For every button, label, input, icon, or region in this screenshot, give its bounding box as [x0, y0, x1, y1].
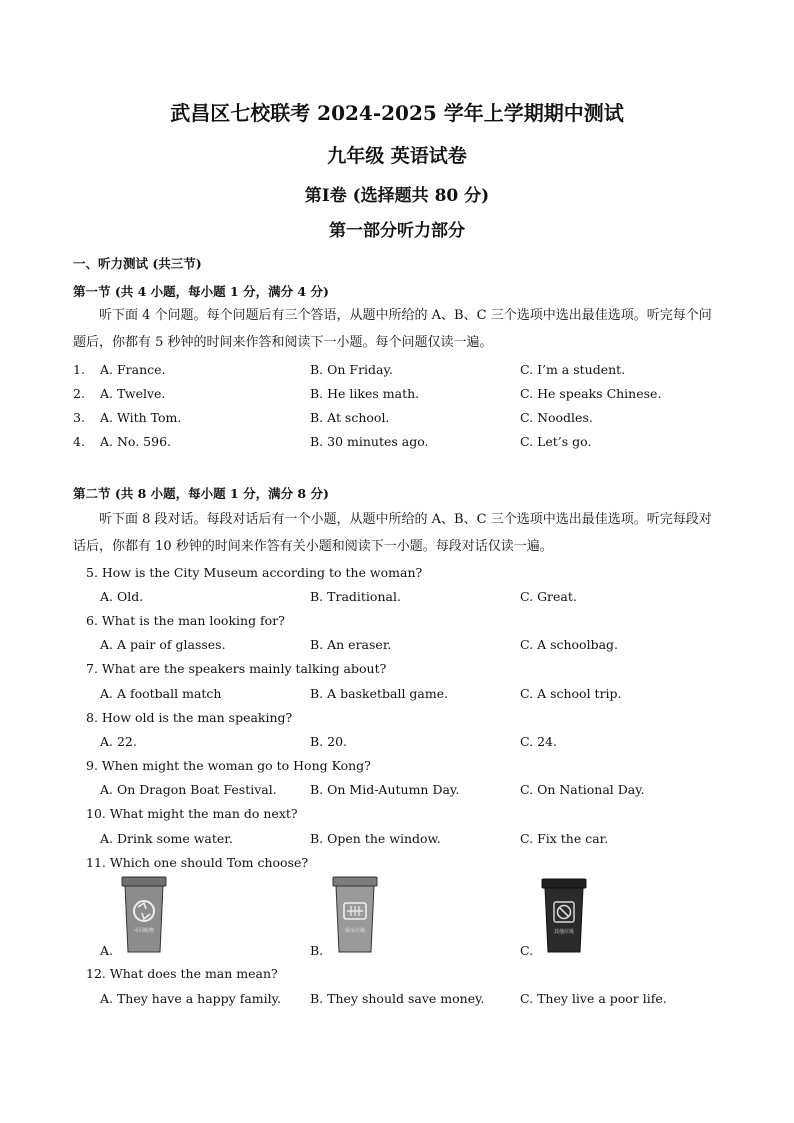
question-row-3: [0, 410, 794, 430]
question-text: 10. What might the man do next?: [86, 806, 298, 821]
bin-label: 其他垃圾: [553, 929, 575, 935]
option-a: A. A football match: [100, 686, 222, 701]
question-text: 7. What are the speakers mainly talking about?: [86, 661, 387, 676]
option-c: C. Fix the car.: [520, 831, 609, 846]
options-row: [0, 991, 794, 1011]
section-main-heading: 一、听力测试 (共三节): [73, 256, 202, 271]
option-c: C.: [520, 943, 534, 958]
option-c: C. Great.: [520, 589, 577, 604]
other-waste-bin-icon: [541, 878, 587, 954]
question-text: 5. How is the City Museum according to the woman?: [86, 565, 423, 580]
kitchen-waste-bin-icon: [332, 876, 378, 954]
section2-instructions: 听下面 8 段对话。每段对话后有一个小题，从题中所给的 A、B、C 三个选项中选出最佳选项。听完每段对话后，你都有 10 秒钟的时间来作答有关小题和阅读下一小题。每段对话仅读一遍。: [73, 512, 712, 554]
option-a: A.: [100, 943, 114, 958]
option-b: B.: [310, 943, 324, 958]
option-b: B. Open the window.: [310, 831, 441, 846]
option-a: A. With Tom.: [100, 410, 182, 425]
option-a: A. 22.: [100, 734, 137, 749]
option-a: A. No. 596.: [100, 434, 171, 449]
option-c: C. 24.: [520, 734, 557, 749]
question-text: 12. What does the man mean?: [86, 966, 278, 981]
volume-heading: 第Ⅰ卷 (选择题共 80 分): [304, 186, 490, 206]
exam-subtitle: 九年级 英语试卷: [327, 145, 467, 167]
option-c: C. He speaks Chinese.: [520, 386, 662, 401]
option-c: C. I’m a student.: [520, 362, 626, 377]
option-a: A. They have a happy family.: [100, 991, 281, 1006]
question-row-2: [0, 386, 794, 406]
option-b: B. On Friday.: [310, 362, 393, 377]
option-b: B. At school.: [310, 410, 390, 425]
option-b: B. He likes math.: [310, 386, 420, 401]
exam-title: 武昌区七校联考 2024-2025 学年上学期期中测试: [170, 101, 624, 125]
bin-label: 可回收物: [133, 928, 155, 934]
option-a: A. France.: [100, 362, 166, 377]
question-row-4: [0, 434, 794, 454]
option-a: A. A pair of glasses.: [100, 637, 226, 652]
part-heading: 第一部分听力部分: [329, 221, 465, 241]
option-b: B. They should save money.: [310, 991, 485, 1006]
section1-instructions: 听下面 4 个问题。每个问题后有三个答语，从题中所给的 A、B、C 三个选项中选出最佳选项。听完每个问题后，你都有 5 秒钟的时间来作答和阅读下一小题。每个问题仅读一遍。: [73, 308, 712, 350]
question-text: 11. Which one should Tom choose?: [86, 855, 309, 870]
option-b: B. 20.: [310, 734, 348, 749]
question-number: 3.: [73, 410, 85, 425]
question-text: 9. When might the woman go to Hong Kong?: [86, 758, 371, 773]
question-text: 8. How old is the man speaking?: [86, 710, 293, 725]
options-row: [0, 589, 794, 609]
options-row: [0, 782, 794, 802]
option-c: C. On National Day.: [520, 782, 645, 797]
option-b: B. An eraser.: [310, 637, 392, 652]
question-text: 6. What is the man looking for?: [86, 613, 285, 628]
option-b: B. 30 minutes ago.: [310, 434, 429, 449]
question-number: 1.: [73, 362, 85, 377]
bin-label: 厨余垃圾: [344, 928, 366, 934]
question-row-1: [0, 362, 794, 382]
option-c: C. A schoolbag.: [520, 637, 619, 652]
option-c: C. Noodles.: [520, 410, 593, 425]
option-c: C. A school trip.: [520, 686, 622, 701]
option-c: C. Let’s go.: [520, 434, 592, 449]
option-b: B. Traditional.: [310, 589, 401, 604]
option-b: B. A basketball game.: [310, 686, 449, 701]
options-row: [0, 686, 794, 706]
options-row: [0, 831, 794, 851]
option-a: A. On Dragon Boat Festival.: [100, 782, 277, 797]
option-a: A. Drink some water.: [100, 831, 233, 846]
option-a: A. Old.: [100, 589, 144, 604]
question-number: 2.: [73, 386, 85, 401]
options-row: [0, 637, 794, 657]
section2-heading: 第二节 (共 8 小题，每小题 1 分，满分 8 分): [73, 486, 329, 501]
option-b: B. On Mid-Autumn Day.: [310, 782, 460, 797]
option-c: C. They live a poor life.: [520, 991, 667, 1006]
option-a: A. Twelve.: [100, 386, 166, 401]
question-number: 4.: [73, 434, 85, 449]
recycle-bin-icon: [121, 876, 167, 954]
options-row: [0, 734, 794, 754]
section1-heading: 第一节 (共 4 小题，每小题 1 分，满分 4 分): [73, 284, 329, 299]
